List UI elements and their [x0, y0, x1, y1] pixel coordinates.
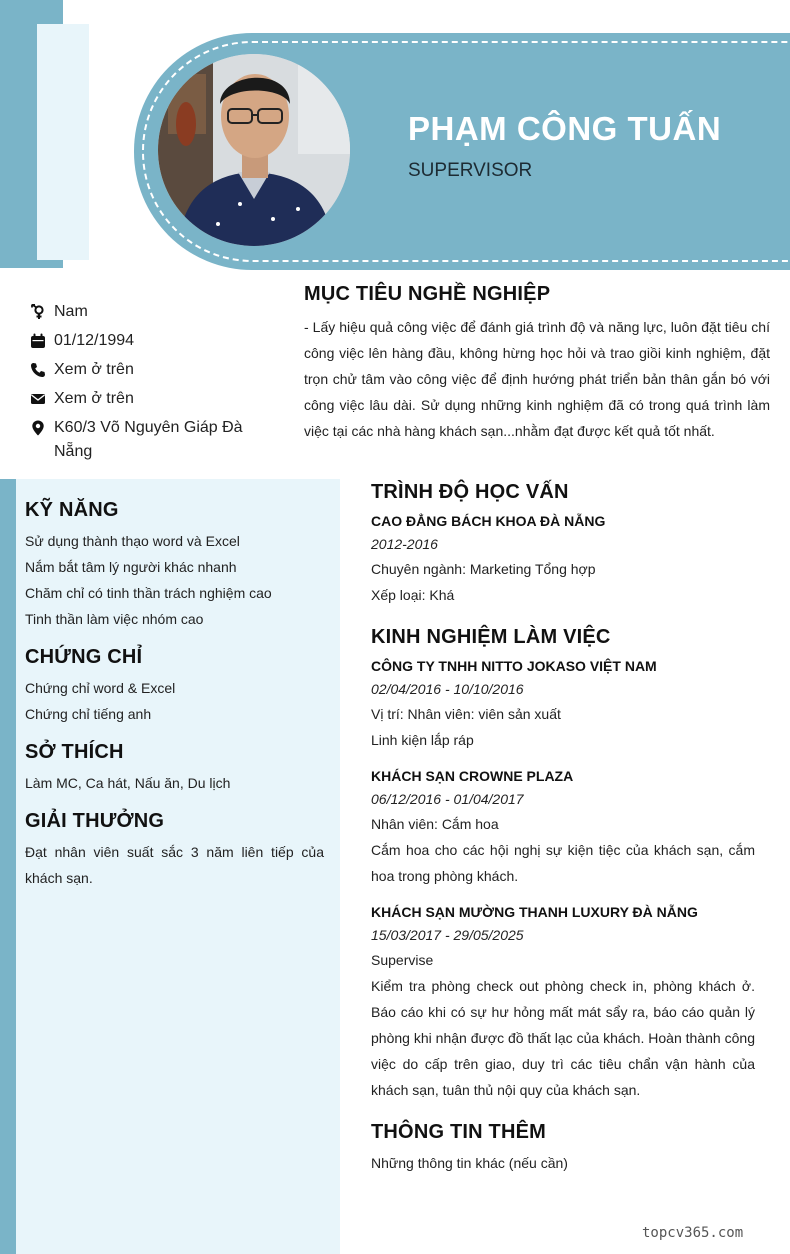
job-company: KHÁCH SẠN MƯỜNG THANH LUXURY ĐÀ NẴNG — [371, 904, 698, 920]
certificate-item: Chứng chỉ tiếng anh — [25, 706, 152, 722]
experience-section — [371, 626, 755, 1103]
contact-value: 01/12/1994 — [54, 332, 135, 349]
awards-section — [25, 810, 324, 891]
career-objective-section — [304, 283, 770, 444]
envelope-icon — [30, 387, 54, 411]
skill-item: Tinh thần làm việc nhóm cao — [25, 611, 204, 627]
avatar-photo — [158, 54, 350, 246]
section-title: SỞ THÍCH — [25, 741, 124, 763]
awards-text: Đạt nhân viên suất sắc 3 năm liên tiếp của khách sạn. — [25, 844, 324, 886]
job-description: Linh kiện lắp ráp — [371, 732, 474, 748]
right-column-content — [371, 481, 755, 1194]
contact-birthday — [30, 329, 270, 353]
skill-item: Nắm bắt tâm lý người khác nhanh — [25, 559, 237, 575]
contact-value: Xem ở trên — [54, 390, 134, 407]
job-position: Supervise — [371, 952, 434, 968]
contact-phone — [30, 358, 270, 382]
job-position: Nhân viên: Cắm hoa — [371, 816, 499, 832]
left-column-content — [25, 499, 324, 905]
section-title: CHỨNG CHỈ — [25, 646, 143, 668]
profile-name: PHẠM CÔNG TUẤN — [408, 110, 722, 147]
certificate-item: Chứng chỉ word & Excel — [25, 680, 176, 696]
gender-icon — [30, 300, 54, 324]
hobbies-text: Làm MC, Ca hát, Nấu ăn, Du lịch — [25, 775, 231, 791]
section-title: KINH NGHIỆM LÀM VIỆC — [371, 626, 611, 648]
job-entry — [371, 901, 755, 1103]
certificates-section — [25, 646, 324, 727]
education-section — [371, 481, 755, 608]
job-entry — [371, 655, 755, 753]
phone-icon — [30, 358, 54, 382]
section-title: KỸ NĂNG — [25, 499, 119, 521]
section-title: TRÌNH ĐỘ HỌC VẤN — [371, 481, 569, 503]
skill-item: Chăm chỉ có tinh thần trách nghiệm cao — [25, 585, 272, 601]
contact-value: K60/3 Võ Nguyên Giáp Đà Nẵng — [54, 419, 243, 460]
avatar — [158, 54, 350, 246]
job-company: CÔNG TY TNHH NITTO JOKASO VIỆT NAM — [371, 658, 657, 674]
section-title: THÔNG TIN THÊM — [371, 1121, 547, 1143]
section-title: MỤC TIÊU NGHỀ NGHIỆP — [304, 283, 551, 305]
left-column-stripe — [0, 479, 16, 1254]
header-left-inner-block — [37, 24, 89, 260]
contact-address — [30, 416, 270, 464]
contact-gender — [30, 300, 270, 324]
job-entry — [371, 765, 755, 889]
contact-value: Nam — [54, 303, 88, 320]
hobbies-section — [25, 741, 324, 796]
contact-value: Xem ở trên — [54, 361, 134, 378]
objective-text: - Lấy hiệu quả công việc để đánh giá trình độ và năng lực, luôn đặt tiêu chí công việc lên hàng đầu, không hừng học hỏi và trao giồi kinh nghiệm, đặt trọn chử tâm vào công việc để định hướng phát triển bản thân gắn bó với công việc lâu dài. Sử dụng những kinh nghiệm đã có trong quá trình làm việc tại các nhà hàng khách sạn...nhằm đạt được kết quả tốt nhất. — [304, 319, 770, 439]
contact-email — [30, 387, 270, 411]
education-period: 2012-2016 — [371, 536, 438, 552]
education-grade: Xếp loại: Khá — [371, 587, 455, 603]
job-period: 02/04/2016 - 10/10/2016 — [371, 681, 524, 697]
profile-role: SUPERVISOR — [408, 160, 533, 181]
additional-info-text: Những thông tin khác (nếu cần) — [371, 1155, 568, 1171]
job-description: Cắm hoa cho các hội nghị sự kiện tiệc của khách sạn, cắm hoa trong phòng khách. — [371, 842, 755, 884]
skills-section — [25, 499, 324, 632]
job-position: Vị trí: Nhân viên: viên sản xuất — [371, 706, 561, 722]
job-description: Kiểm tra phòng check out phòng check in, phòng khách ở. Báo cáo khi có sự hư hỏng mất mát sẩy ra, báo cáo quản lý phòng khi nhận được đồ thất lạc của khách. Hoàn thành công việc do cấp trên giao, duy trì các tiêu chẩn vận hành của khách sạn, tuân thủ nội quy của khách sạn. — [371, 978, 755, 1098]
section-title: GIẢI THƯỞNG — [25, 810, 165, 832]
job-period: 15/03/2017 - 29/05/2025 — [371, 927, 524, 943]
education-major: Chuyên ngành: Marketing Tổng hợp — [371, 561, 596, 577]
calendar-icon — [30, 329, 54, 353]
contact-list — [30, 300, 270, 469]
watermark: topcv365.com — [642, 1225, 744, 1241]
job-period: 06/12/2016 - 01/04/2017 — [371, 791, 524, 807]
additional-info-section — [371, 1121, 755, 1176]
skill-item: Sử dụng thành thạo word và Excel — [25, 533, 240, 549]
school-name: CAO ĐẲNG BÁCH KHOA ĐÀ NẴNG — [371, 513, 606, 529]
location-pin-icon — [30, 416, 54, 440]
job-company: KHÁCH SẠN CROWNE PLAZA — [371, 768, 574, 784]
